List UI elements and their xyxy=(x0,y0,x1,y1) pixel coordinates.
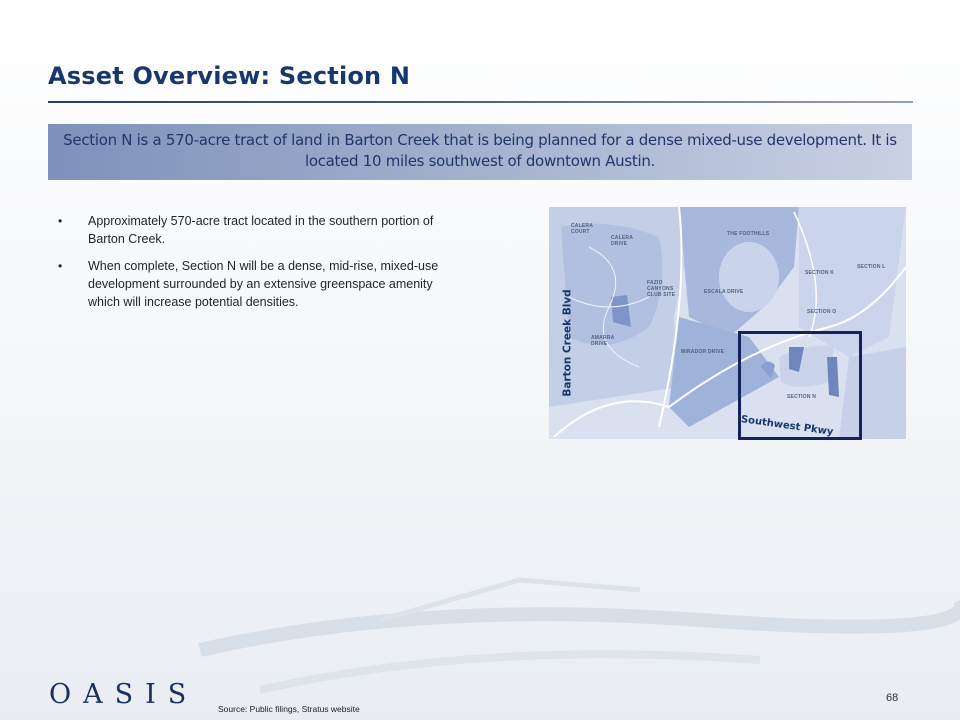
map-label-section-o: SECTION O xyxy=(807,309,837,315)
map-label-the-foothills: THE FOOTHILLS xyxy=(727,231,770,237)
bullet-list xyxy=(58,212,448,320)
map-label-calera-drive: CALERA DRIVE xyxy=(611,235,633,247)
bullet-item xyxy=(58,212,448,248)
bullet-text: When complete, Section N will be a dense, mid-rise, mixed-use development surrounded by an extensive greenspace amenity which will increase potential densities. xyxy=(88,259,439,309)
source-note: Source: Public filings, Stratus website xyxy=(218,704,360,714)
summary-banner: Section N is a 570-acre tract of land in Barton Creek that is being planned for a dense mixed-use development. It is located 10 miles southwest of downtown Austin. xyxy=(48,124,912,180)
map-label-section-n: SECTION N xyxy=(787,394,817,400)
map-label-section-k: SECTION K xyxy=(805,270,835,276)
road-label-barton-creek-blvd: Barton Creek Blvd xyxy=(561,289,574,397)
bullet-text: Approximately 570-acre tract located in the southern portion of Barton Creek. xyxy=(88,214,434,246)
map-label-amarra-drive: AMARRA DRIVE xyxy=(591,335,615,347)
page-title: Asset Overview: Section N xyxy=(48,62,411,90)
road-label-southwest-pkwy: Southwest Pkwy xyxy=(740,414,834,438)
map-label-mirador-drive: MIRADOR DRIVE xyxy=(681,349,725,355)
oasis-logo: OASIS xyxy=(49,679,199,710)
title-divider xyxy=(48,101,913,103)
page-number: 68 xyxy=(886,692,899,704)
bullet-marker: • xyxy=(58,214,63,228)
map-label-fazio-canyons: FAZIO CANYONS CLUB SITE xyxy=(647,280,676,298)
map-label-section-l: SECTION L xyxy=(857,264,886,270)
map-label-calera-court: CALERA COURT xyxy=(571,223,593,235)
bullet-marker: • xyxy=(58,259,63,273)
bullet-item xyxy=(58,257,448,311)
map-label-escala-drive: ESCALA DRIVE xyxy=(704,289,744,295)
